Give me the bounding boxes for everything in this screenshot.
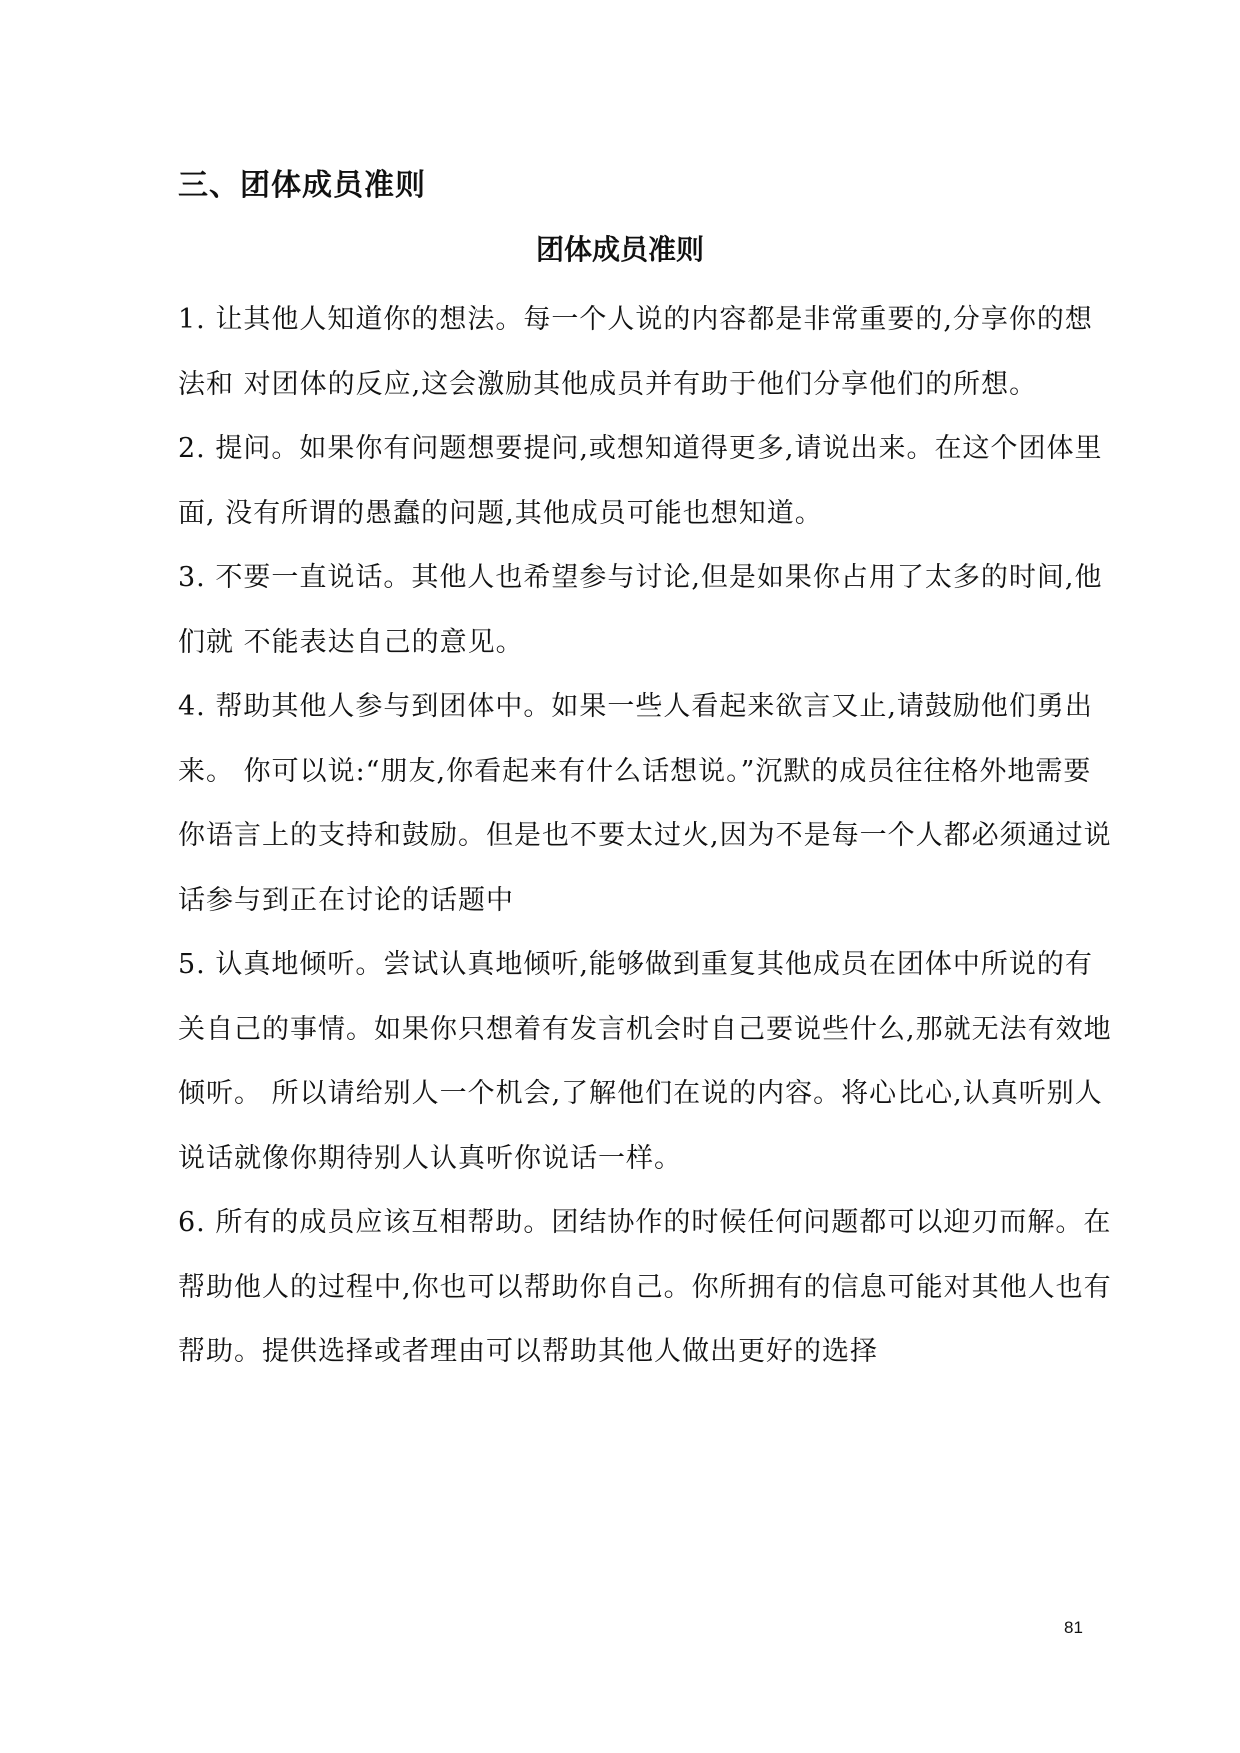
- document-title: 团体成员准则: [535, 233, 704, 266]
- rule-item-4: 4. 帮助其他人参与到团体中。如果一些人看起来欲言又止,请鼓励他们勇出来。 你可以说:“朋友,你看起来有什么话想说。”沉默的成员往往格外地需要你语言上的支持和鼓励。但是也不要太过火,因为不是每一个人都必须通过说话参与到正在讨论的话题中: [178, 691, 1112, 916]
- section-heading: 三、团体成员准则: [178, 168, 426, 203]
- rule-item-5: 5. 认真地倾听。尝试认真地倾听,能够做到重复其他成员在团体中所说的有关自己的事情。如果你只想着有发言机会时自己要说些什么,那就无法有效地倾听。 所以请给别人一个机会,了解他们在说的内容。将心比心,认真听别人说话就像你期待别人认真听你说话一样。: [178, 949, 1112, 1174]
- rule-item-1: 1. 让其他人知道你的想法。每一个人说的内容都是非常重要的,分享你的想法和 对团体的反应,这会激励其他成员并有助于他们分享他们的所想。: [178, 304, 1093, 400]
- rule-item-6: 6. 所有的成员应该互相帮助。团结协作的时候任何问题都可以迎刃而解。在帮助他人的过程中,你也可以帮助你自己。你所拥有的信息可能对其他人也有帮助。提供选择或者理由可以帮助其他人做出更好的选择: [178, 1207, 1112, 1367]
- page-number: 81: [1064, 1618, 1083, 1637]
- rule-item-3: 3. 不要一直说话。其他人也希望参与讨论,但是如果你占用了太多的时间,他们就 不能表达自己的意见。: [178, 562, 1103, 658]
- rules-list: [178, 288, 1118, 1385]
- rule-item-2: 2. 提问。如果你有问题想要提问,或想知道得更多,请说出来。在这个团体里面, 没有所谓的愚蠢的问题,其他成员可能也想知道。: [178, 433, 1103, 529]
